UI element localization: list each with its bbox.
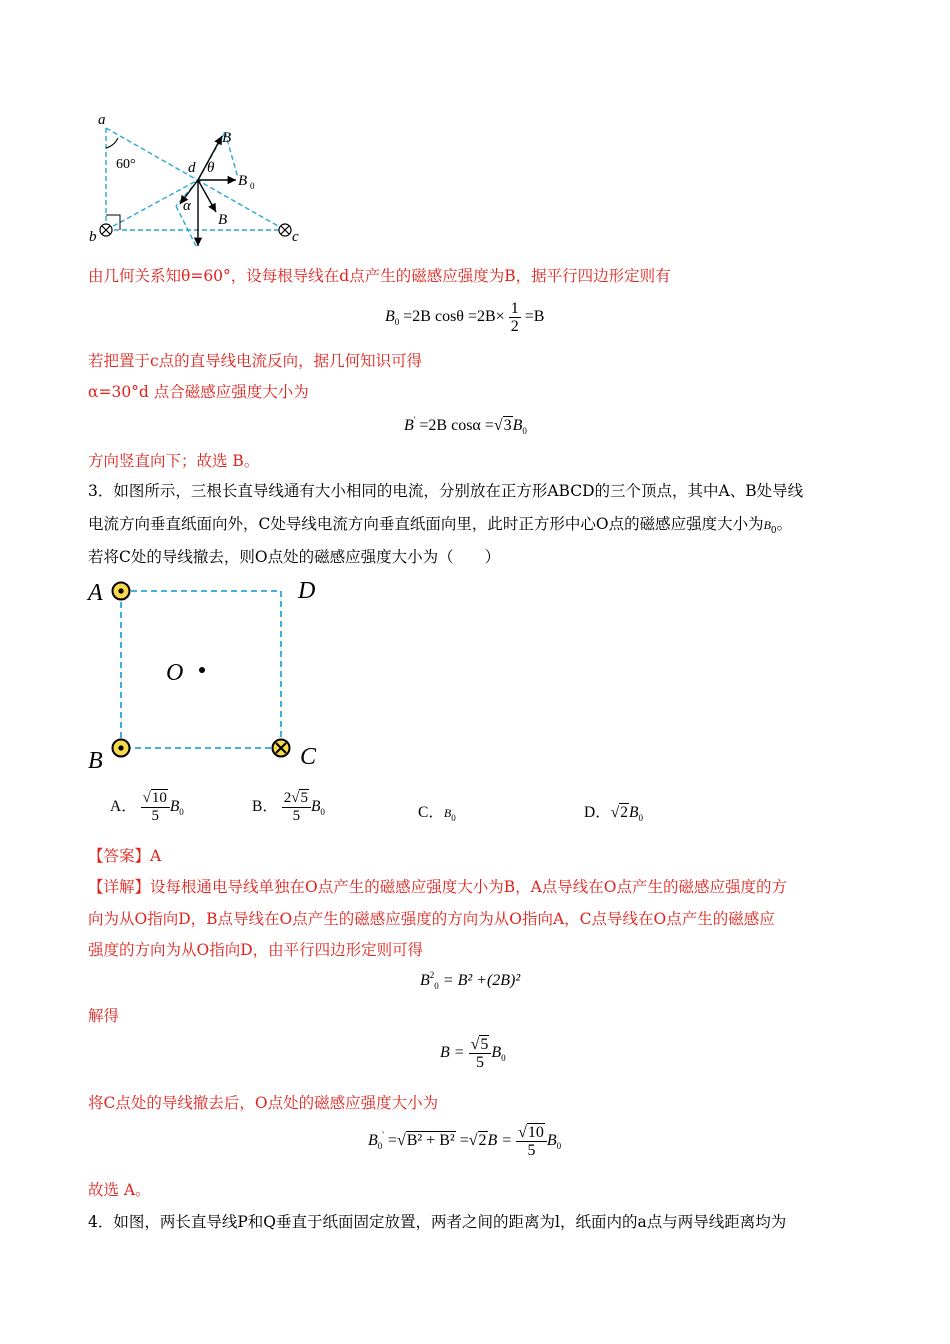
equation-4: B = $\frac{√5}{5}$ $B_0$	[440, 1036, 506, 1071]
equation-2: B' =2B $\cos\alpha =√3B_0$	[404, 415, 527, 436]
label-B0-sub: 0	[250, 181, 255, 191]
option-B[interactable]: B． $\frac{2√5}{5}$ $B_0$	[252, 790, 325, 824]
option-C[interactable]: C．$B_0$	[418, 804, 456, 823]
option-D[interactable]: D．$√2B_0$	[584, 804, 643, 823]
label-B0: B	[238, 173, 248, 189]
label-alpha: α	[183, 198, 191, 214]
solution-line-3: α=30°d 点合磁感应强度大小为	[88, 383, 309, 401]
label-a: a	[98, 112, 106, 128]
square-label-O: O	[166, 660, 184, 686]
label-d: d	[188, 160, 196, 176]
detail-line-3: 强度的方向为从O指向D，由平行四边形定则可得	[88, 941, 424, 959]
square-label-C: C	[300, 744, 317, 770]
detail-line-1: 【详解】设每根通电导线单独在O点产生的磁感应强度大小为B，A点导线在O点产生的磁感应强度的方	[88, 878, 788, 896]
remove-line: 将C点处的导线撤去后，O点处的磁感应强度大小为	[88, 1094, 439, 1112]
figure-triangle-diagram	[80, 110, 320, 255]
solution-line-1: 由几何关系知θ=60°，设每根导线在d点产生的磁感应强度为B，据平行四边形定则有	[88, 267, 671, 285]
equation-5: $B_0' =√B^2 + B^2 =√2B$ = $\frac{√10}{5}$ $B_0$	[368, 1124, 562, 1159]
label-theta: θ	[207, 160, 215, 176]
label-b: b	[89, 229, 97, 245]
square-label-B: B	[88, 748, 103, 774]
label-c: c	[292, 229, 299, 245]
question3-line-1: 3．如图所示，三根长直导线通有大小相同的电流，分别放在正方形ABCD的三个顶点，其中A、B处导线	[88, 482, 804, 500]
solution-line-2: 若把置于c点的直导线电流反向，据几何知识可得	[88, 352, 423, 370]
equation-3: $B^2_0 = B^2 +(2B)^2$	[420, 970, 521, 991]
answer-label: 【答案】A	[88, 847, 162, 865]
label-60: 60°	[116, 157, 136, 172]
detail-line-2: 向为从O指向D，B点导线在O点产生的磁感应强度的方向为从O指向A，C点导线在O点产生的磁感应	[88, 910, 775, 928]
solution-line-4: 方向竖直向下；故选 B。	[88, 452, 260, 470]
figure-square-ABCD	[80, 572, 340, 777]
final-answer: 故选 A。	[88, 1181, 151, 1199]
square-label-A: A	[88, 580, 103, 606]
square-label-D: D	[298, 578, 316, 604]
label-B-top: B	[222, 130, 232, 146]
solve-label: 解得	[88, 1007, 120, 1025]
equation-1: $B_0 =2B$ cosθ =2B× $\frac{1}{2}$ =B	[385, 300, 545, 335]
label-B-lower: B	[218, 212, 228, 228]
question3-line-3: 若将C处的导线撤去，则O点处的磁感应强度大小为（ ）	[88, 548, 501, 566]
option-A[interactable]: A． $\frac{√10}{5}$ $B_0$	[110, 790, 184, 824]
question4-line-1: 4．如图，两长直导线P和Q垂直于纸面固定放置，两者之间的距离为l，纸面内的a点与两导线距离均为	[88, 1213, 787, 1231]
question3-line-2: 电流方向垂直纸面向外，C处导线电流方向垂直纸面向里，此时正方形中心O点的磁感应强度大小为$B_0$。	[88, 515, 793, 536]
